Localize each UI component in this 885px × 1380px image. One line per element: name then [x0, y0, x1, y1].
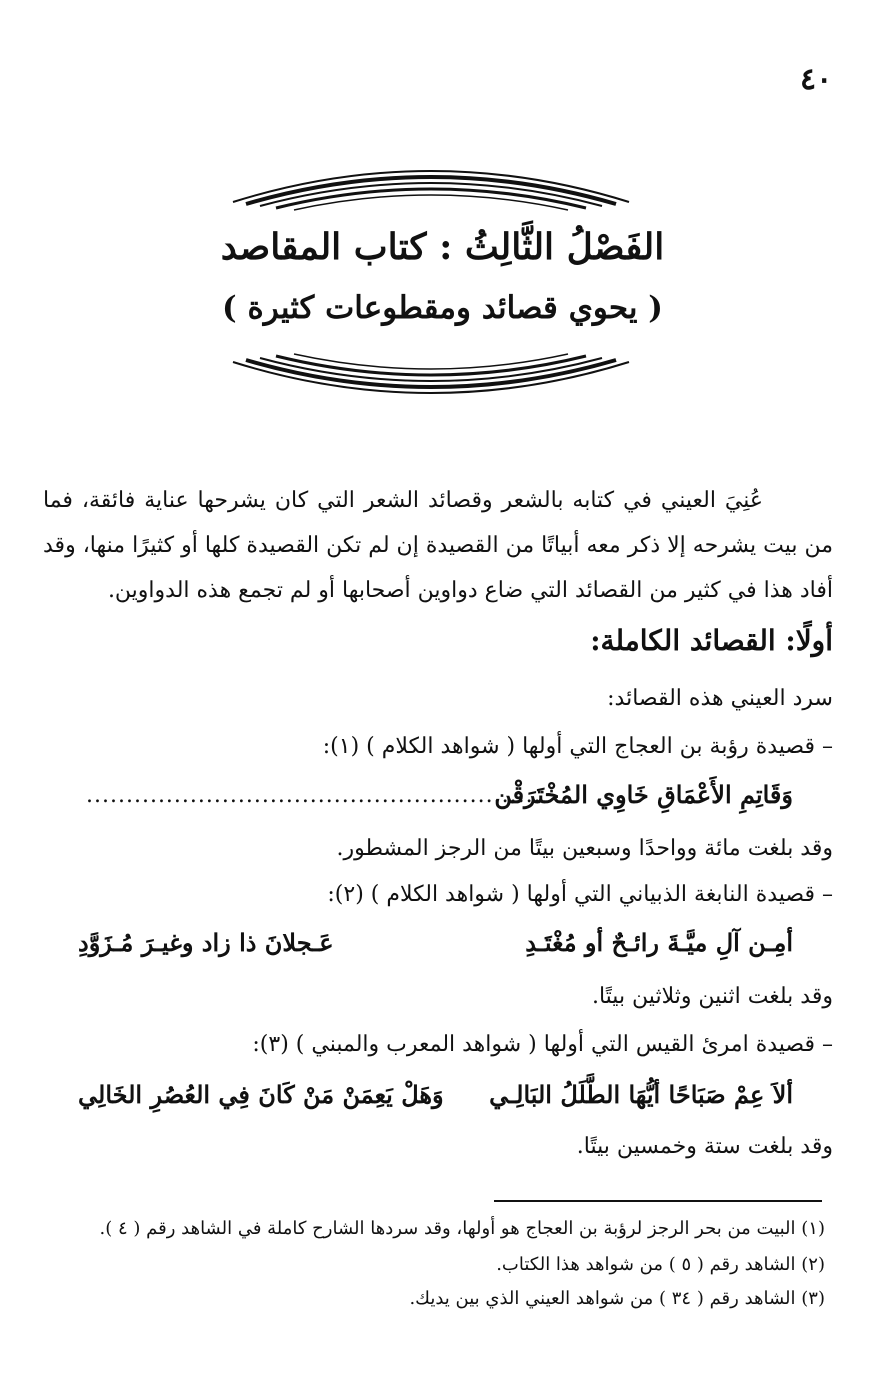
- section-heading: أولًا: القصائد الكاملة:: [590, 624, 833, 657]
- section-lead: سرد العيني هذه القصائد:: [607, 686, 833, 711]
- intro-section: [43, 478, 833, 613]
- verse-left-hemistich: عَـجلانَ ذا زاد وغيـرَ مُـزَوَّدِ: [78, 928, 334, 957]
- chapter-subtitle: ( يحوي قصائد ومقطوعات كثيرة ): [222, 290, 663, 326]
- intro-paragraph: عُنِيَ العيني في كتابه بالشعر وقصائد الشعر التي كان يشرحها عناية فائقة، فما من بيت يشرحه إلا ذكر معه أبياتًا من القصيدة إن لم تكن القصيدة كلها أو كثيرًا منها، وقد أفاد هذا في كثير من القصائد التي ضاع دواوين أصحابها أو لم تجمع هذه الدواوين.: [43, 488, 833, 603]
- bottom-arch-ornament: [228, 352, 634, 412]
- poem-intro: – قصيدة امرئ القيس التي أولها ( شواهد المعرب والمبني ) (٣):: [252, 1032, 833, 1057]
- poem-intro: – قصيدة رؤبة بن العجاج التي أولها ( شواهد الكلام ) (١):: [322, 734, 833, 759]
- top-arch-ornament: [228, 152, 634, 212]
- page-number: ٤٠: [800, 62, 833, 97]
- chapter-title: الفَصْلُ الثَّالِثُ : كتاب المقاصد: [220, 226, 665, 268]
- verse-right-hemistich: ألاَ عِمْ صَبَاحًا أيُّهَا الطَّلَلُ البَالِـي: [489, 1080, 793, 1109]
- verse-right-hemistich: وَقَاتِمِ الأَعْمَاقِ خَاوِي المُخْتَرَقْن: [494, 780, 793, 809]
- poem-count: وقد بلغت اثنين وثلاثين بيتًا.: [591, 984, 833, 1009]
- poem-intro: – قصيدة النابغة الذبياني التي أولها ( شواهد الكلام ) (٢):: [327, 882, 833, 907]
- footnote: (٢) الشاهد رقم ( ٥ ) من شواهد هذا الكتاب.: [496, 1254, 825, 1275]
- verse-ellipsis-dots: .........................................................: [86, 783, 542, 808]
- footnote: (٣) الشاهد رقم ( ٣٤ ) من شواهد العيني الذي بين يديك.: [409, 1288, 825, 1309]
- footnote-divider: [494, 1200, 822, 1202]
- poem-count: وقد بلغت مائة وواحدًا وسبعين بيتًا من الرجز المشطور.: [336, 836, 833, 861]
- poem-count: وقد بلغت ستة وخمسين بيتًا.: [576, 1134, 833, 1159]
- verse-left-hemistich: وَهَلْ يَعِمَنْ مَنْ كَانَ فِي العُصُرِ الخَالِي: [78, 1080, 444, 1109]
- verse-right-hemistich: أمِـن آلِ ميَّـةَ رائـحٌ أو مُغْتَـدِ: [525, 928, 793, 957]
- footnote: (١) البيت من بحر الرجز لرؤبة بن العجاج هو أولها، وقد سردها الشارح كاملة في الشاهد رقم ( ٤ ).: [99, 1218, 825, 1239]
